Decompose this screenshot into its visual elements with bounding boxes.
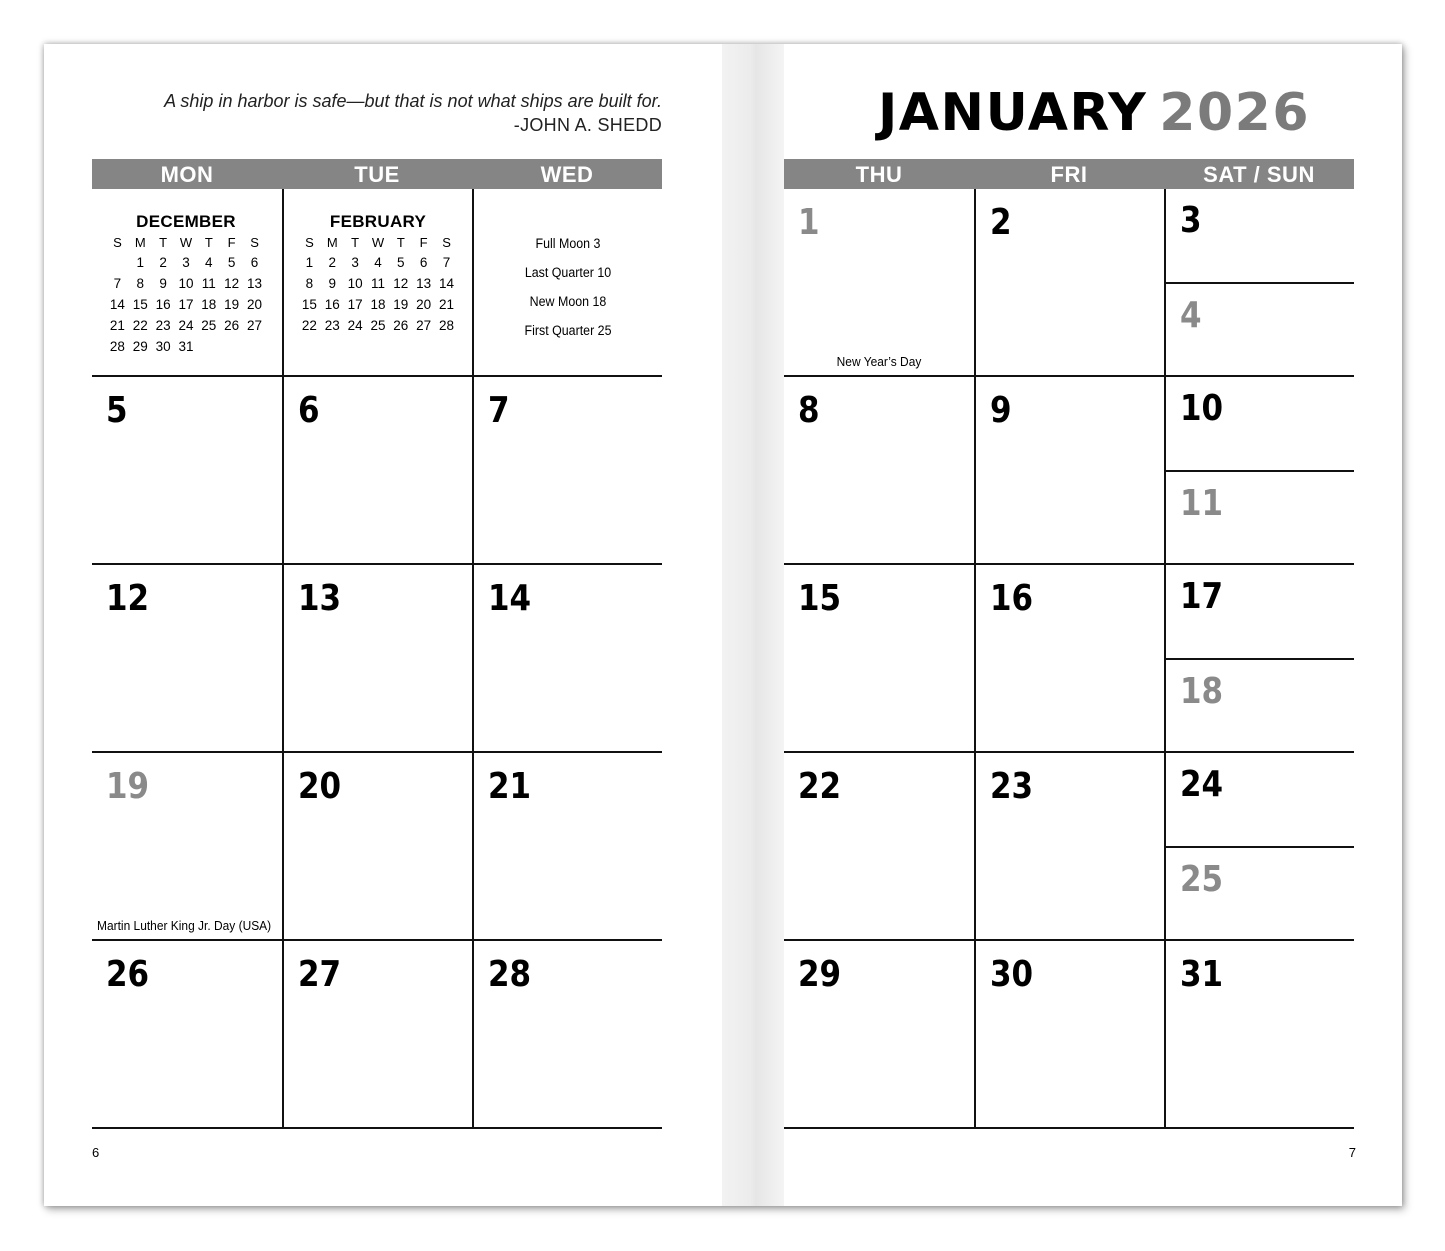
day-number: 25	[1180, 859, 1224, 900]
mini-calendar-december-cell	[92, 189, 282, 375]
day-number: 7	[488, 390, 510, 431]
day-number: 29	[798, 954, 842, 995]
mini-day: 1	[136, 255, 145, 270]
mini-day: 23	[155, 318, 171, 333]
left-page	[44, 44, 722, 1206]
day-cell-holiday[interactable]	[92, 753, 282, 939]
day-number: 28	[488, 954, 532, 995]
weekday-thu: THU	[855, 162, 903, 187]
day-number: 3	[1180, 200, 1202, 241]
mini-weekday-initial: M	[326, 235, 338, 250]
saturday-cell[interactable]	[1166, 565, 1354, 659]
week-row	[784, 377, 1354, 565]
mini-day: 15	[301, 297, 317, 312]
weekday-header-bar	[92, 159, 662, 189]
day-number: 16	[990, 578, 1034, 619]
sunday-cell[interactable]	[1166, 282, 1354, 376]
mini-calendar-table	[106, 234, 266, 357]
moon-phases	[474, 229, 662, 345]
planner-spread	[44, 44, 1402, 1206]
mini-day: 12	[224, 276, 240, 291]
mini-weekday-initial: M	[134, 235, 146, 250]
holiday-note: Martin Luther King Jr. Day (USA)	[97, 918, 272, 933]
mini-day: 9	[159, 276, 167, 291]
day-cell[interactable]	[92, 377, 282, 563]
weekday-sat-sun: SAT / SUN	[1203, 162, 1315, 187]
mini-day: 4	[374, 255, 382, 270]
mini-weekday-initial: S	[305, 235, 314, 250]
mini-day: 26	[224, 318, 240, 333]
mini-weekday-initial: S	[250, 235, 259, 250]
right-page	[784, 44, 1402, 1206]
moon-phases-cell	[472, 189, 662, 375]
day-cell[interactable]	[784, 565, 974, 751]
mini-day: 29	[132, 339, 148, 354]
sunday-cell[interactable]	[1166, 658, 1354, 752]
mini-day: 28	[109, 339, 125, 354]
mini-day: 19	[224, 297, 240, 312]
mini-day: 22	[132, 318, 148, 333]
saturday-cell[interactable]	[1166, 377, 1354, 471]
mini-day	[197, 336, 220, 357]
mini-weekday-initial: T	[396, 235, 405, 250]
day-number: 19	[106, 766, 150, 807]
mini-day: 5	[227, 255, 236, 270]
mini-day: 10	[347, 276, 363, 291]
day-number: 5	[106, 390, 128, 431]
sunday-cell[interactable]	[1166, 470, 1354, 564]
week-row	[92, 565, 662, 753]
saturday-cell[interactable]	[1166, 189, 1354, 283]
mini-weekday-initial: F	[419, 235, 428, 250]
mini-calendar-title: DECEMBER	[136, 212, 236, 231]
holiday-note: New Year’s Day	[836, 354, 922, 369]
mini-weekday-initial: W	[371, 235, 385, 250]
weekend-cell	[1164, 565, 1354, 751]
page-number: 7	[1348, 1145, 1356, 1160]
day-number: 18	[1180, 671, 1224, 712]
day-cell[interactable]	[974, 941, 1164, 1127]
mini-day: 25	[370, 318, 386, 333]
mini-calendar-table	[298, 234, 458, 336]
mini-day: 24	[178, 318, 194, 333]
year-label: 2026	[1159, 83, 1311, 143]
day-cell[interactable]	[282, 941, 472, 1127]
mini-weekday-initial: T	[204, 235, 213, 250]
mini-day: 24	[347, 318, 363, 333]
day-number: 30	[990, 954, 1034, 995]
mini-day: 17	[347, 297, 363, 312]
day-number: 24	[1180, 764, 1224, 805]
mini-weekday-initial: W	[179, 235, 193, 250]
moon-phase-first-quarter: First Quarter 25	[524, 323, 612, 338]
day-number: 4	[1180, 295, 1202, 336]
mini-day: 20	[416, 297, 432, 312]
mini-day	[220, 336, 243, 357]
mini-day: 31	[178, 339, 194, 354]
mini-day	[106, 252, 129, 273]
mini-day: 6	[250, 255, 259, 270]
mini-day: 18	[201, 297, 217, 312]
week-row	[784, 565, 1354, 753]
mini-calendar-february-cell	[282, 189, 472, 375]
mini-day: 27	[247, 318, 263, 333]
mini-day: 7	[442, 255, 451, 270]
mini-calendar-title: FEBRUARY	[329, 212, 427, 231]
mini-day: 11	[370, 276, 385, 291]
week-rows	[92, 189, 662, 1129]
day-cell[interactable]	[472, 941, 662, 1127]
mini-day: 16	[155, 297, 171, 312]
mini-calendar-december	[106, 213, 266, 357]
day-number: 10	[1180, 388, 1224, 429]
mini-day: 6	[419, 255, 428, 270]
day-cell[interactable]	[784, 753, 974, 939]
mini-day: 7	[113, 276, 122, 291]
week-row	[92, 941, 662, 1129]
month-title	[834, 82, 1354, 144]
quote-author: -JOHN A. SHEDD	[513, 115, 662, 135]
day-cell[interactable]	[784, 941, 974, 1127]
mini-day: 30	[155, 339, 171, 354]
mini-day: 8	[136, 276, 145, 291]
month-name: JANUARY	[877, 83, 1148, 143]
day-number: 17	[1180, 576, 1224, 617]
weekend-cell	[1164, 753, 1354, 939]
day-cell[interactable]	[784, 377, 974, 563]
moon-phase-new: New Moon 18	[529, 294, 607, 309]
day-number: 26	[106, 954, 150, 995]
weekend-cell	[1164, 189, 1354, 375]
day-cell[interactable]	[472, 565, 662, 751]
page-number: 6	[92, 1145, 100, 1160]
mini-day: 20	[247, 297, 263, 312]
day-number: 1	[798, 202, 820, 243]
day-cell[interactable]	[974, 189, 1164, 375]
mini-calendar-february	[298, 213, 458, 336]
day-number: 14	[488, 578, 532, 619]
mini-day: 13	[247, 276, 263, 291]
mini-day: 14	[439, 276, 455, 291]
mini-day: 4	[205, 255, 213, 270]
mini-weekday-initial: T	[159, 235, 168, 250]
week-row	[784, 941, 1354, 1129]
saturday-cell[interactable]	[1166, 753, 1354, 847]
day-cell[interactable]	[974, 377, 1164, 563]
sunday-cell[interactable]	[1166, 846, 1354, 940]
weekday-tue: TUE	[354, 162, 400, 187]
week-row	[784, 189, 1354, 377]
day-number: 8	[798, 390, 820, 431]
mini-day: 17	[178, 297, 194, 312]
mini-weekday-initial: T	[351, 235, 360, 250]
day-cell[interactable]	[472, 753, 662, 939]
day-cell[interactable]	[472, 377, 662, 563]
week-row	[92, 377, 662, 565]
day-number: 23	[990, 766, 1034, 807]
mini-day: 8	[305, 276, 314, 291]
mini-day: 21	[439, 297, 455, 312]
day-number: 20	[298, 766, 342, 807]
day-number: 27	[298, 954, 342, 995]
mini-day: 3	[351, 255, 359, 270]
saturday-cell[interactable]	[1164, 941, 1354, 1127]
day-cell[interactable]	[282, 753, 472, 939]
mini-day: 10	[178, 276, 194, 291]
day-number: 6	[298, 390, 320, 431]
day-number: 22	[798, 766, 842, 807]
week-row	[784, 753, 1354, 941]
mini-day: 21	[109, 318, 125, 333]
mini-day: 14	[109, 297, 125, 312]
day-number: 11	[1180, 483, 1224, 524]
day-number: 15	[798, 578, 842, 619]
right-calendar-grid	[784, 159, 1354, 1131]
mini-day: 23	[324, 318, 340, 333]
mini-day: 22	[301, 318, 317, 333]
mini-weekday-initial: S	[113, 235, 122, 250]
day-number: 31	[1180, 954, 1224, 995]
mini-day: 9	[328, 276, 337, 291]
mini-day: 27	[416, 318, 432, 333]
mini-day: 16	[324, 297, 340, 312]
week-row-intro	[92, 189, 662, 377]
mini-weekday-initial: F	[227, 235, 236, 250]
mini-day: 26	[393, 318, 409, 333]
quote-text: A ship in harbor is safe—but that is not what ships are built for.	[164, 91, 662, 111]
mini-day: 3	[182, 255, 190, 270]
mini-day: 19	[393, 297, 409, 312]
weekday-mon: MON	[160, 162, 214, 187]
week-rows	[784, 189, 1354, 1129]
day-number: 2	[990, 202, 1012, 243]
mini-day: 2	[159, 255, 167, 270]
weekday-header-bar	[784, 159, 1354, 189]
day-cell[interactable]	[282, 565, 472, 751]
mini-day: 13	[416, 276, 432, 291]
weekday-wed: WED	[540, 162, 594, 187]
day-cell-holiday[interactable]	[784, 189, 974, 375]
day-number: 9	[990, 390, 1012, 431]
mini-day: 11	[201, 276, 216, 291]
day-number: 13	[298, 578, 342, 619]
day-cell[interactable]	[92, 941, 282, 1127]
moon-phase-last-quarter: Last Quarter 10	[524, 265, 612, 280]
left-calendar-grid	[92, 159, 662, 1131]
book-gutter	[722, 44, 784, 1206]
day-cell[interactable]	[92, 565, 282, 751]
mini-weekday-initial: S	[442, 235, 451, 250]
mini-day: 28	[439, 318, 455, 333]
mini-day: 15	[132, 297, 148, 312]
day-cell[interactable]	[974, 565, 1164, 751]
mini-day: 1	[305, 255, 314, 270]
weekend-cell	[1164, 377, 1354, 563]
day-cell[interactable]	[282, 377, 472, 563]
mini-day: 2	[328, 255, 337, 270]
mini-day: 18	[370, 297, 386, 312]
weekday-fri: FRI	[1050, 162, 1088, 187]
day-cell[interactable]	[974, 753, 1164, 939]
mini-day: 12	[393, 276, 409, 291]
mini-day: 5	[397, 255, 405, 270]
mini-day	[243, 336, 266, 357]
mini-day: 25	[201, 318, 217, 333]
day-number: 21	[488, 766, 532, 807]
moon-phase-full: Full Moon 3	[535, 236, 601, 251]
day-number: 12	[106, 578, 150, 619]
week-row	[92, 753, 662, 941]
